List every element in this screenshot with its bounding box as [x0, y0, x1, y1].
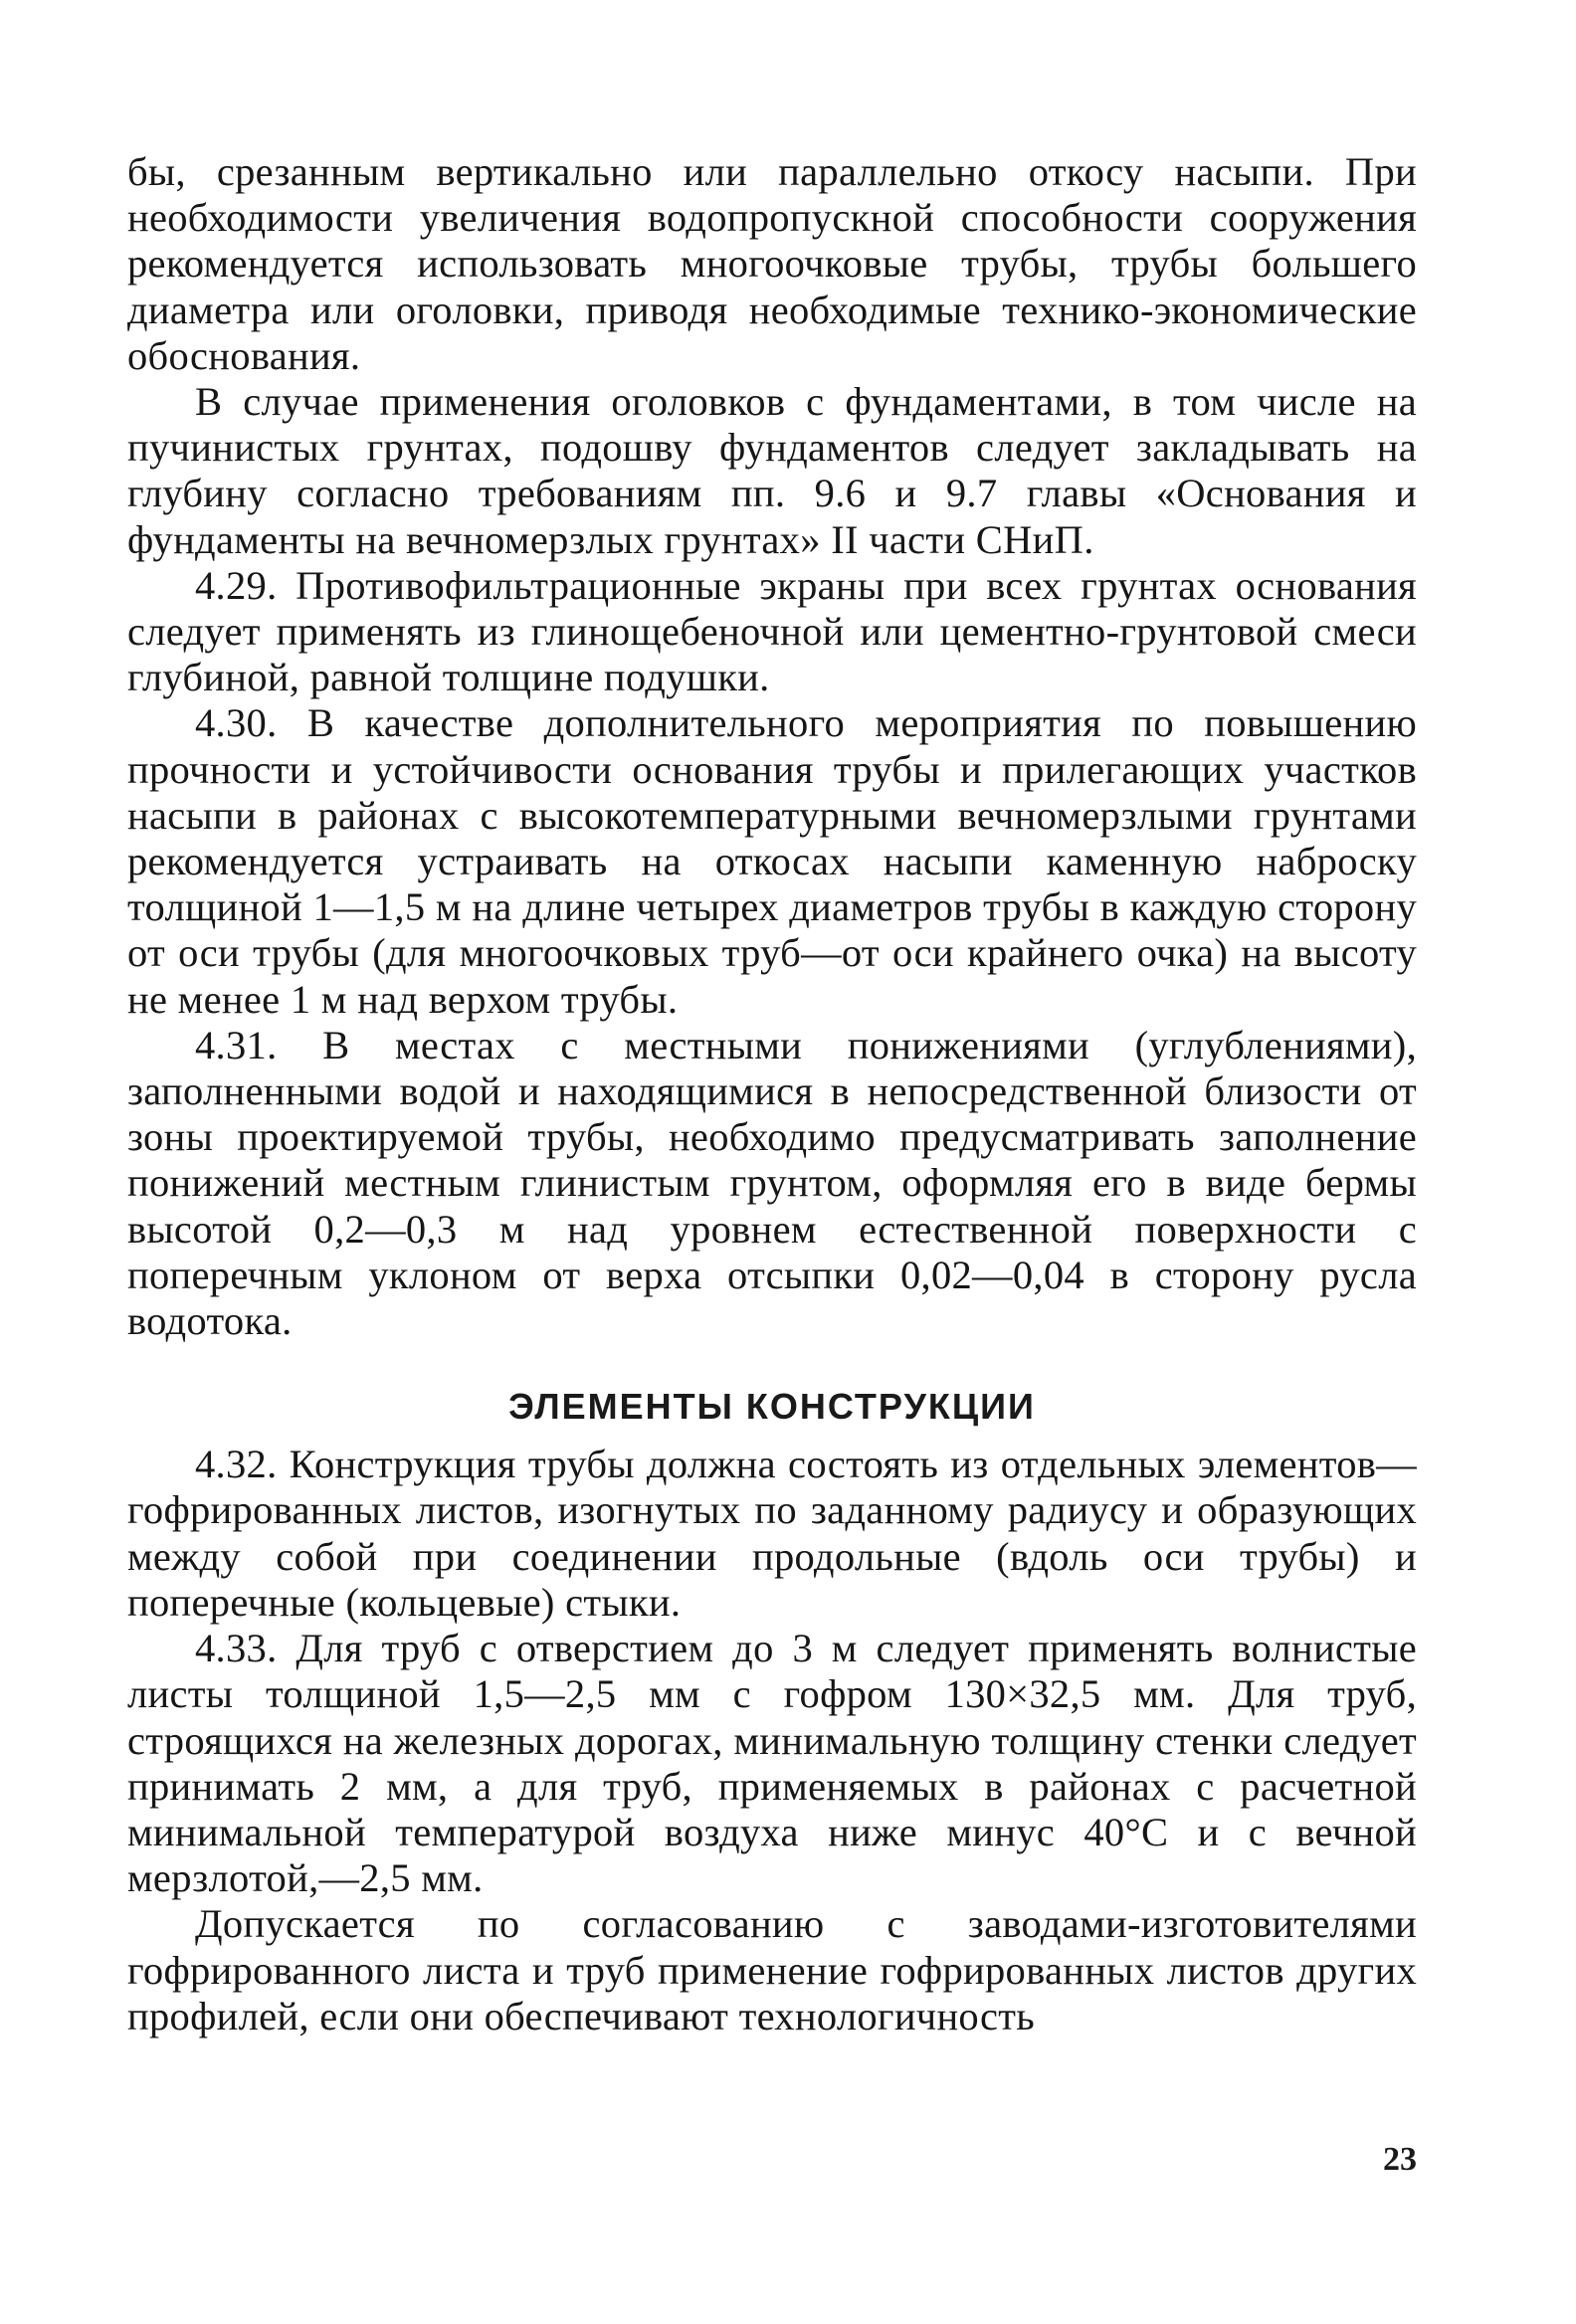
paragraph-4-31: 4.31. В местах с местными понижениями (углублениями), заполненными водой и находящимися в непосредственной близости от зоны проектируемой трубы, необходимо предусматривать заполнение понижений местным глинистым грунтом, оформляя его в виде бермы высотой 0,2—0,3 м над уровнем естественной поверхности с поперечным уклоном от верха отсыпки 0,02—0,04 в сторону русла водотока.	[127, 1022, 1417, 1344]
paragraph-4-30: 4.30. В качестве дополнительного мероприятия по повышению прочности и устойчивости основания трубы и прилегающих участков насыпи в районах с высокотемпературными вечномерзлыми грунтами рекомендуется устраивать на откосах насыпи каменную наброску толщиной 1—1,5 м на длине четырех диаметров трубы в каждую сторону от оси трубы (для многоочковых труб—от оси крайнего очка) на высоту не менее 1 м над верхом трубы.	[127, 700, 1417, 1022]
paragraph-4-33: 4.33. Для труб с отверстием до 3 м следует применять волнистые листы толщиной 1,5—2,5 мм с гофром 130×32,5 мм. Для труб, строящихся на железных дорогах, минимальную толщину стенки следует принимать 2 мм, а для труб, применяемых в районах с расчетной минимальной температурой воздуха ниже минус 40°С и с вечной мерзлотой,—2,5 мм.	[127, 1626, 1417, 1901]
page-body	[127, 149, 1417, 2039]
page-number: 23	[1383, 2141, 1417, 2178]
paragraph-allowance: Допускается по согласованию с заводами-изготовителями гофрированного листа и труб применение гофрированных листов других профилей, если они обеспечивают технологичность	[127, 1901, 1417, 2038]
section-heading: ЭЛЕМЕНТЫ КОНСТРУКЦИИ	[508, 1386, 1036, 1428]
paragraph-foundations: В случае применения оголовков с фундаментами, в том числе на пучинистых грунтах, подошву фундаментов следует закладывать на глубину согласно требованиям пп. 9.6 и 9.7 главы «Основания и фундаменты на вечномерзлых грунтах» II части СНиП.	[127, 379, 1417, 562]
paragraph-4-29: 4.29. Противофильтрационные экраны при всех грунтах основания следует применять из глинощебеночной или цементно-грунтовой смеси глубиной, равной толщине подушки.	[127, 562, 1417, 700]
paragraph-4-32: 4.32. Конструкция трубы должна состоять из отдельных элементов—гофрированных листов, изогнутых по заданному радиусу и образующих между собой при соединении продольные (вдоль оси трубы) и поперечные (кольцевые) стыки.	[127, 1442, 1417, 1625]
paragraph-continuation: бы, срезанным вертикально или параллельно откосу насыпи. При необходимости увеличения водопропускной способности сооружения рекомендуется использовать многоочковые трубы, трубы большего диаметра или оголовки, приводя необходимые технико-экономические обоснования.	[127, 149, 1417, 378]
